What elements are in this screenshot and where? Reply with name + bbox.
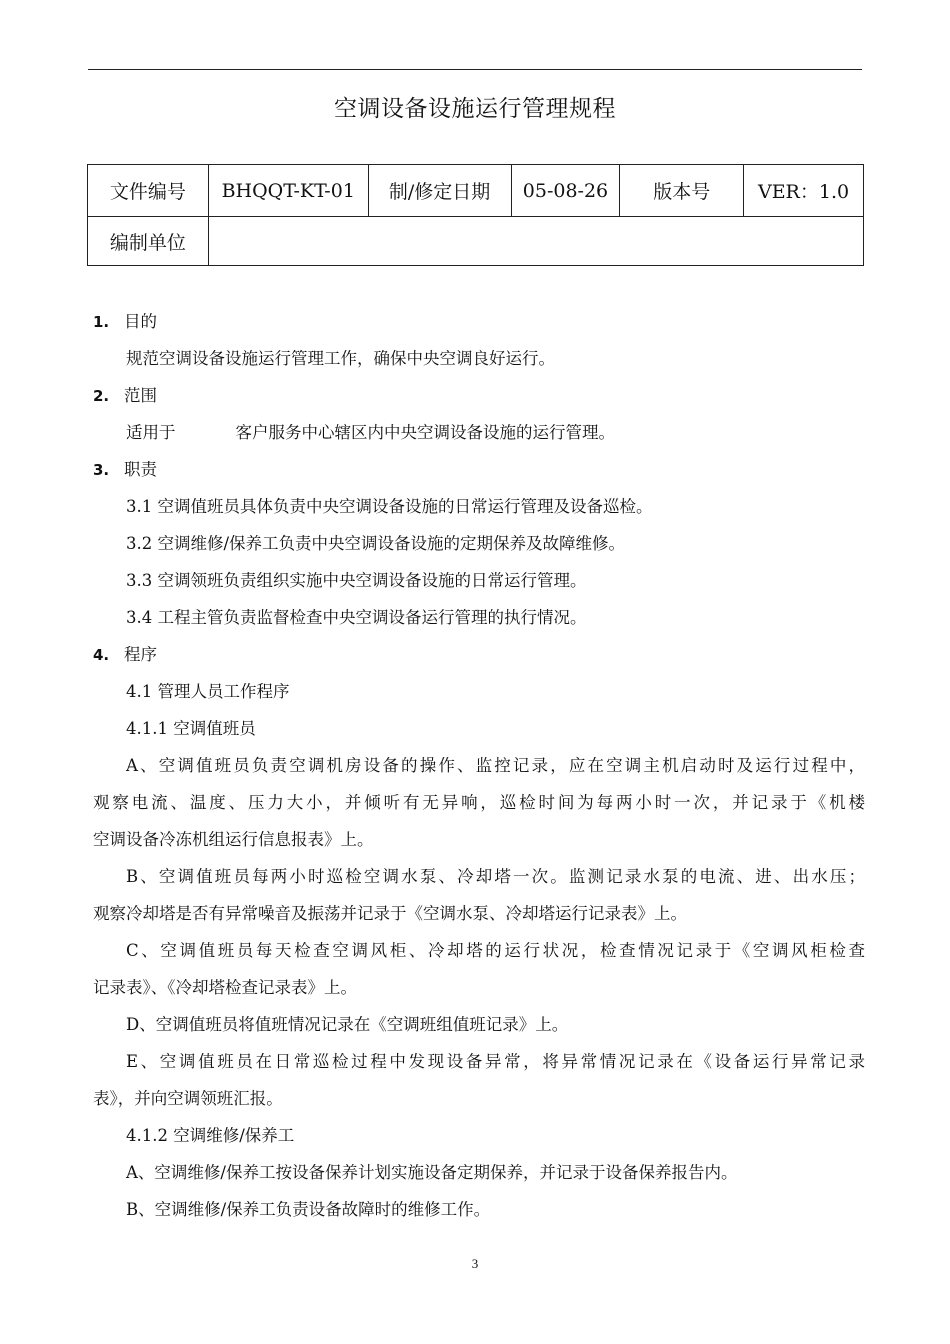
paragraph-a-line: A、空调值班员负责空调机房设备的操作、监控记录，应在空调主机启动时及运行过程中， xyxy=(126,756,865,775)
date-value: 05-08-26 xyxy=(511,165,620,217)
paragraph-a-line: 空调设备冷冻机组运行信息报表》上。 xyxy=(93,830,374,849)
unit-label: 编制单位 xyxy=(88,217,209,266)
document-body xyxy=(93,303,865,1228)
duty-item: 3.4 工程主管负责监督检查中央空调设备运行管理的执行情况。 xyxy=(126,608,587,627)
scope-text: 客户服务中心辖区内中央空调设备设施的运行管理。 xyxy=(235,423,615,442)
duty-item: 3.1 空调值班员具体负责中央空调设备设施的日常运行管理及设备巡检。 xyxy=(126,497,653,516)
section-number: 1. xyxy=(93,313,110,331)
paragraph-a-line: 观察电流、温度、压力大小，并倾听有无异响，巡检时间为每两小时一次，并记录于《机楼 xyxy=(93,793,865,812)
section-1-heading xyxy=(93,303,865,340)
section-1-text: 规范空调设备设施运行管理工作，确保中央空调良好运行。 xyxy=(126,349,555,368)
paragraph-c-line: C、空调值班员每天检查空调风柜、冷却塔的运行状况，检查情况记录于《空调风柜检查 xyxy=(126,941,865,960)
document-info-table xyxy=(87,164,864,266)
page-number: 3 xyxy=(471,1256,479,1271)
subsection-heading: 4.1.1 空调值班员 xyxy=(126,719,256,738)
section-title: 目的 xyxy=(124,312,157,331)
section-title: 范围 xyxy=(124,386,157,405)
unit-value xyxy=(208,217,863,266)
date-label: 制/修定日期 xyxy=(368,165,511,217)
section-number: 2. xyxy=(93,387,110,405)
header-rule xyxy=(88,69,862,70)
paragraph-b-line: B、空调值班员每两小时巡检空调水泵、冷却塔一次。监测记录水泵的电流、进、出水压； xyxy=(126,867,865,886)
section-3-heading xyxy=(93,451,865,488)
section-title: 程序 xyxy=(124,645,157,664)
paragraph-b-line: 观察冷却塔是否有异常噪音及振荡并记录于《空调水泵、冷却塔运行记录表》上。 xyxy=(93,904,687,923)
subsection-heading: 4.1 管理人员工作程序 xyxy=(126,682,290,701)
file-no-value: BHQQT-KT-01 xyxy=(208,165,368,217)
section-2-text xyxy=(93,414,865,451)
scope-prefix: 适用于 xyxy=(126,423,176,442)
version-value: VER：1.0 xyxy=(744,165,864,217)
paragraph-d: D、空调值班员将值班情况记录在《空调班组值班记录》上。 xyxy=(126,1015,569,1034)
section-4-heading xyxy=(93,636,865,673)
section-number: 4. xyxy=(93,646,110,664)
paragraph-c-line: 记录表》、《冷却塔检查记录表》上。 xyxy=(93,978,357,997)
section-2-heading xyxy=(93,377,865,414)
paragraph-e-line: E、空调值班员在日常巡检过程中发现设备异常，将异常情况记录在《设备运行异常记录 xyxy=(126,1052,865,1071)
info-row-2 xyxy=(88,217,864,266)
file-no-label: 文件编号 xyxy=(88,165,209,217)
version-label: 版本号 xyxy=(620,165,744,217)
section-number: 3. xyxy=(93,461,110,479)
duty-item: 3.3 空调领班负责组织实施中央空调设备设施的日常运行管理。 xyxy=(126,571,587,590)
paragraph-e-line: 表》，并向空调领班汇报。 xyxy=(93,1089,283,1108)
section-title: 职责 xyxy=(124,460,157,479)
info-row-1 xyxy=(88,165,864,217)
document-title: 空调设备设施运行管理规程 xyxy=(334,96,616,122)
duty-item: 3.2 空调维修/保养工负责中央空调设备设施的定期保养及故障维修。 xyxy=(126,534,626,553)
subsection-heading: 4.1.2 空调维修/保养工 xyxy=(126,1126,295,1145)
maintenance-item: A、空调维修/保养工按设备保养计划实施设备定期保养，并记录于设备保养报告内。 xyxy=(126,1163,738,1182)
maintenance-item: B、空调维修/保养工负责设备故障时的维修工作。 xyxy=(126,1200,491,1219)
